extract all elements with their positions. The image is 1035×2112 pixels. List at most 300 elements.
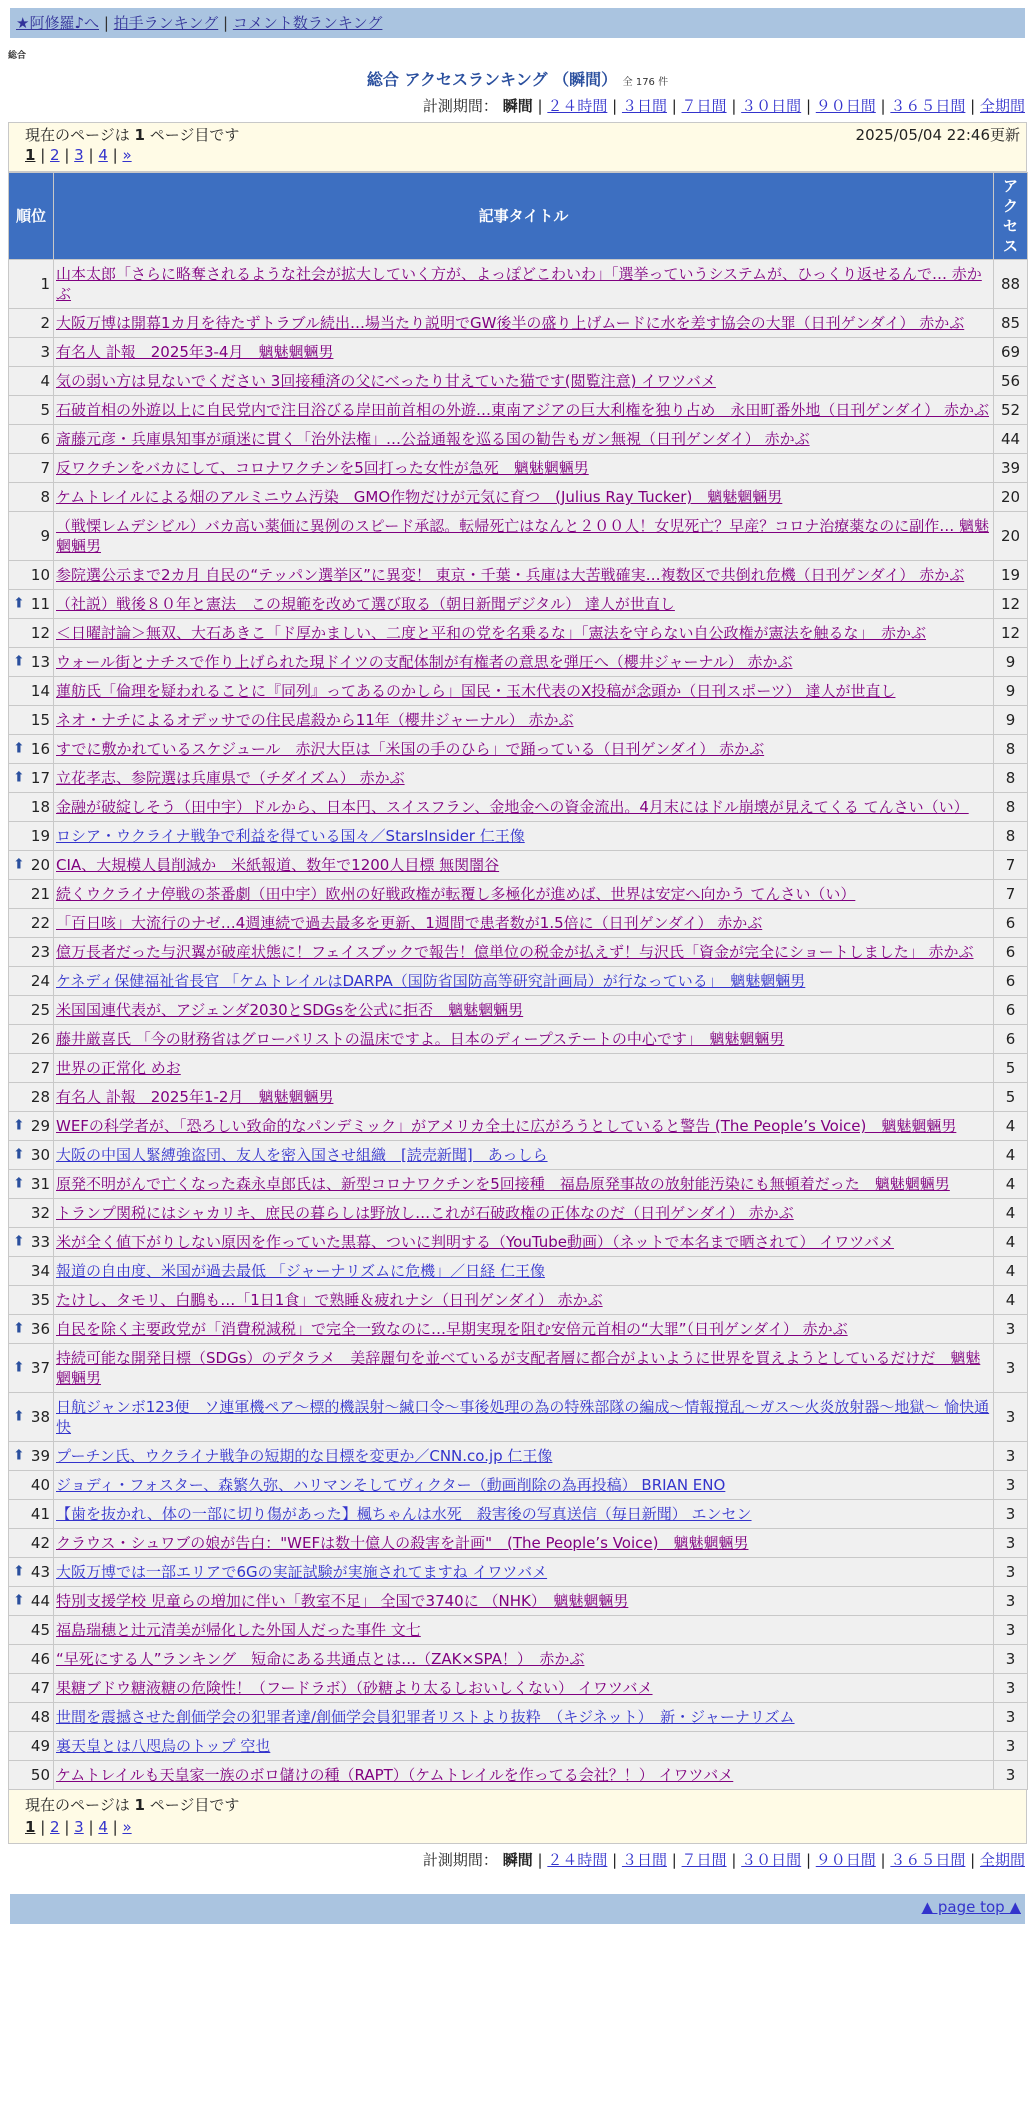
rank-cell — [9, 1286, 54, 1315]
title-cell — [54, 260, 994, 309]
access-count: 3 — [994, 1471, 1028, 1500]
rank-cell — [9, 367, 54, 396]
period-separator: | — [726, 1851, 742, 1869]
rank-cell — [9, 1442, 54, 1471]
table-row — [9, 1558, 1028, 1587]
rank-cell — [9, 1587, 54, 1616]
table-row — [9, 822, 1028, 851]
rank-cell — [9, 396, 54, 425]
table-row — [9, 367, 1028, 396]
ranking-table — [8, 172, 1028, 1790]
rank-up-arrow-icon: ⬆ — [13, 769, 25, 786]
rank-number: 15 — [30, 711, 50, 729]
rank-cell — [9, 1761, 54, 1790]
rank-cell — [9, 793, 54, 822]
table-row — [9, 1587, 1028, 1616]
rank-up-arrow-icon: ⬆ — [13, 1175, 25, 1192]
rank-up-arrow-icon: ⬆ — [13, 1408, 25, 1425]
page-link[interactable]: 2 — [50, 146, 60, 164]
access-count: 3 — [994, 1674, 1028, 1703]
article-link[interactable]: ケムトレイルも天皇家一族のボロ儲けの種（RAPT）（ケムトレイルを作ってる会社？！） イワツバメ — [56, 1766, 734, 1784]
article-link[interactable]: ＜日曜討論＞無双、大石あきこ「ド厚かましい、二度と平和の党を名乗るな」「憲法を守らない自公政権が憲法を触るな」 赤かぶ — [56, 624, 927, 642]
period-link[interactable]: ７日間 — [681, 1851, 727, 1869]
article-link[interactable]: 世界の正常化 めお — [56, 1059, 181, 1077]
article-link[interactable]: 蓮舫氏「倫理を疑われることに『同列』ってあるのかしら」国民・玉木代表のX投稿が念頭か（日刊スポーツ） 達人が世直し — [56, 682, 896, 700]
rank-number: 18 — [30, 798, 50, 816]
access-count: 3 — [994, 1315, 1028, 1344]
rank-cell — [9, 996, 54, 1025]
access-count: 7 — [994, 851, 1028, 880]
article-link[interactable]: 「百日咳」大流行のナゼ…4週連続で過去最多を更新、1週間で患者数が1.5倍に（日刊ゲンダイ） 赤かぶ — [56, 914, 763, 932]
article-link[interactable]: 【歯を抜かれ、体の一部に切り傷があった】楓ちゃんは水死 殺害後の写真送信（毎日新聞） エンセン — [56, 1505, 752, 1523]
table-row — [9, 909, 1028, 938]
article-link[interactable]: 自民を除く主要政党が「消費税減税」で完全一致なのに…早期実現を阻む安倍元首相の“大罪”（日刊ゲンダイ） 赤かぶ — [56, 1320, 848, 1338]
rank-number: 25 — [30, 1001, 50, 1019]
title-cell — [54, 1645, 994, 1674]
rank-number: 4 — [40, 372, 50, 390]
article-link[interactable]: 山本太郎「さらに略奪されるような社会が拡大していく方が、よっぽどこわいわ」「選挙っていうシステムが、ひっくり返せるんで… 赤かぶ — [56, 265, 982, 303]
article-link[interactable]: 有名人 訃報 2025年3-4月 魑魅魍魎男 — [56, 343, 334, 361]
article-link[interactable]: 福島瑞穂と辻元清美が帰化した外国人だった事件 文七 — [56, 1621, 421, 1639]
rank-number: 40 — [30, 1476, 50, 1494]
title-cell — [54, 880, 994, 909]
title-cell — [54, 561, 994, 590]
title-cell — [54, 1442, 994, 1471]
rank-number: 28 — [30, 1088, 50, 1106]
period-separator: | — [666, 1851, 682, 1869]
rank-cell — [9, 1228, 54, 1257]
title-cell — [54, 1083, 994, 1112]
article-link[interactable]: （社説）戦後８０年と憲法 この規範を改めて選び取る（朝日新聞デジタル） 達人が世直し — [56, 595, 675, 613]
page-link[interactable]: 4 — [98, 146, 108, 164]
rank-number: 20 — [30, 856, 50, 874]
rank-cell — [9, 1344, 54, 1393]
article-link[interactable]: 裏天皇とは八咫烏のトップ 空也 — [56, 1737, 271, 1755]
page-links — [25, 145, 1010, 165]
rank-up-arrow-icon: ⬆ — [13, 1447, 25, 1464]
updated-time: 2025/05/04 22:46更新 — [855, 126, 1020, 144]
article-link[interactable]: ケムトレイルによる畑のアルミニウム汚染 GMO作物だけが元気に育つ (Julius Ray Tucker) 魑魅魍魎男 — [56, 488, 783, 506]
rank-number: 45 — [30, 1621, 50, 1639]
rank-cell — [9, 483, 54, 512]
period-separator: | — [537, 97, 548, 115]
page-separator: | — [59, 1818, 75, 1836]
table-row — [9, 1141, 1028, 1170]
rank-number: 9 — [40, 527, 50, 545]
rank-number: 41 — [30, 1505, 50, 1523]
page-current: 1 — [25, 1818, 36, 1836]
article-link[interactable]: 斎藤元彦・兵庫県知事が頑迷に貫く「治外法権」…公益通報を巡る国の勧告もガン無視（日刊ゲンダイ） 赤かぶ — [56, 430, 810, 448]
period-link[interactable]: ３０日間 — [741, 1851, 802, 1869]
current-page-text: 現在のページは 1 ページ目です — [25, 126, 240, 144]
article-link[interactable]: WEFの科学者が、「恐ろしい致命的なパンデミック」がアメリカ全土に広がろうとしていると警告 (The People’s Voice) 魑魅魍魎男 — [56, 1117, 957, 1135]
rank-number: 13 — [30, 653, 50, 671]
category-label: 総合 — [8, 51, 27, 61]
page-separator: | — [83, 146, 99, 164]
access-count: 3 — [994, 1761, 1028, 1790]
access-count: 4 — [994, 1286, 1028, 1315]
table-row — [9, 396, 1028, 425]
clap-ranking-link[interactable]: 拍手ランキング — [113, 14, 219, 32]
page-top-link[interactable]: ▲ page top ▲ — [921, 1898, 1021, 1916]
rank-number: 23 — [30, 943, 50, 961]
article-link[interactable]: ケネディ保健福祉省長官 「ケムトレイルはDARPA（国防省国防高等研究計画局）が行なっている」 魑魅魍魎男 — [56, 972, 806, 990]
period-separator: | — [607, 97, 622, 115]
period-separator: | — [875, 1851, 891, 1869]
table-row — [9, 260, 1028, 309]
title-header: 記事タイトル — [54, 173, 994, 260]
period-link[interactable]: ９０日間 — [815, 97, 876, 115]
title-cell — [54, 1286, 994, 1315]
rank-header: 順位 — [9, 173, 54, 260]
table-row — [9, 619, 1028, 648]
top-nav — [10, 8, 1025, 38]
title-cell — [54, 483, 994, 512]
page-separator: | — [35, 1818, 51, 1836]
title-cell — [54, 1170, 994, 1199]
article-link[interactable]: 続くウクライナ停戦の茶番劇（田中宇）欧州の好戦政権が転覆し多極化が進めば、世界は安定へ向かう てんさい（い） — [56, 885, 856, 903]
home-link[interactable]: ★阿修羅♪へ — [16, 14, 100, 32]
rank-cell — [9, 1674, 54, 1703]
access-count: 9 — [994, 677, 1028, 706]
table-row — [9, 1471, 1028, 1500]
period-current: 瞬間 — [502, 97, 533, 115]
rank-cell — [9, 764, 54, 793]
page-links — [25, 1816, 1010, 1838]
rank-number: 35 — [30, 1291, 50, 1309]
rank-up-arrow-icon: ⬆ — [13, 1117, 25, 1134]
pager-bottom — [8, 1790, 1027, 1844]
access-count: 19 — [994, 561, 1028, 590]
period-link[interactable]: ３０日間 — [741, 97, 802, 115]
article-link[interactable]: 持続可能な開発目標（SDGs）のデタラメ 美辞麗句を並べているが支配者層に都合がよいように世界を買えようとしているだけだ 魑魅魍魎男 — [56, 1349, 981, 1387]
rank-number: 30 — [30, 1146, 50, 1164]
access-count: 3 — [994, 1703, 1028, 1732]
table-row — [9, 1761, 1028, 1790]
title-cell — [54, 648, 994, 677]
article-link[interactable]: （戦慄レムデシビル）バカ高い薬価に異例のスピード承認。転帰死亡はなんと２００人！女児死亡？早産？コロナ治療薬なのに副作… 魑魅魍魎男 — [56, 517, 989, 555]
rank-cell — [9, 1703, 54, 1732]
access-count: 5 — [994, 1083, 1028, 1112]
access-count: 12 — [994, 590, 1028, 619]
article-link[interactable]: ウォール街とナチスで作り上げられた現ドイツの支配体制が有権者の意思を弾圧へ（櫻井ジャーナル） 赤かぶ — [56, 653, 793, 671]
page-separator: | — [83, 1818, 99, 1836]
table-row — [9, 880, 1028, 909]
rank-number: 8 — [40, 488, 50, 506]
title-cell — [54, 967, 994, 996]
title-cell — [54, 619, 994, 648]
article-link[interactable]: 大阪万博は開幕1カ月を待たずトラブル続出…場当たり説明でGW後半の盛り上げムードに水を差す協会の大罪（日刊ゲンダイ） 赤かぶ — [56, 314, 965, 332]
rank-up-arrow-icon: ⬆ — [13, 1233, 25, 1250]
title-cell — [54, 309, 994, 338]
access-count: 39 — [994, 454, 1028, 483]
ranking-title: 総合 アクセスランキング （瞬間） — [366, 70, 618, 89]
title-cell — [54, 938, 994, 967]
table-row — [9, 764, 1028, 793]
page-title — [0, 67, 1035, 90]
article-link[interactable]: たけし、タモリ、白鵬も…「1日1食」で熟睡＆疲れナシ（日刊ゲンダイ） 赤かぶ — [56, 1291, 603, 1309]
article-link[interactable]: プーチン氏、ウクライナ戦争の短期的な目標を変更か／CNN.co.jp 仁王像 — [56, 1447, 553, 1465]
table-row — [9, 648, 1028, 677]
article-link[interactable]: 日航ジャンボ123便 ソ連軍機ペア～標的機誤射～緘口令～事後処理の為の特殊部隊の編成～情報撹乱～ガス～火炎放射器～地獄～ 愉快通快 — [56, 1398, 990, 1436]
article-link[interactable]: “早死にする人”ランキング 短命にある共通点とは…（ZAK×SPA！） 赤かぶ — [56, 1650, 585, 1668]
rank-number: 10 — [30, 566, 50, 584]
title-cell — [54, 338, 994, 367]
article-link[interactable]: トランプ関税にはシャカリキ、庶民の暮らしは野放し…これが石破政権の正体なのだ（日刊ゲンダイ） 赤かぶ — [56, 1204, 794, 1222]
access-count: 85 — [994, 309, 1028, 338]
rank-number: 22 — [30, 914, 50, 932]
period-link[interactable]: ３６５日間 — [890, 97, 966, 115]
title-cell — [54, 396, 994, 425]
title-cell — [54, 1761, 994, 1790]
title-cell — [54, 1529, 994, 1558]
title-cell — [54, 1228, 994, 1257]
access-count: 56 — [994, 367, 1028, 396]
rank-cell — [9, 735, 54, 764]
table-row — [9, 1674, 1028, 1703]
access-count: 6 — [994, 938, 1028, 967]
rank-up-arrow-icon: ⬆ — [13, 856, 25, 873]
access-count: 4 — [994, 1141, 1028, 1170]
article-link[interactable]: CIA、大規模人員削減か 米紙報道、数年で1200人目標 無関闇谷 — [56, 856, 500, 874]
access-count: 4 — [994, 1257, 1028, 1286]
page-link[interactable]: 3 — [74, 1818, 84, 1836]
access-count: 88 — [994, 260, 1028, 309]
table-row — [9, 425, 1028, 454]
table-row — [9, 1645, 1028, 1674]
title-cell — [54, 851, 994, 880]
article-link[interactable]: 参院選公示まで2カ月 自民の“テッパン選挙区”に異変！ 東京・千葉・兵庫は大苦戦確実…複数区で共倒れ危機（日刊ゲンダイ） 赤かぶ — [56, 566, 965, 584]
title-cell — [54, 1344, 994, 1393]
page-current: 1 — [25, 146, 36, 164]
article-link[interactable]: 金融が破綻しそう（田中宇）ドルから、日本円、スイスフラン、金地金への資金流出。4月末にはドル崩壊が見えてくる てんさい（い） — [56, 798, 969, 816]
current-page-text: 現在のページは 1 ページ目です — [25, 1796, 240, 1814]
table-row — [9, 1344, 1028, 1393]
table-row — [9, 1170, 1028, 1199]
rank-number: 3 — [40, 343, 50, 361]
access-count: 52 — [994, 396, 1028, 425]
period-links — [538, 97, 1026, 115]
period-separator: | — [965, 1851, 980, 1869]
rank-cell — [9, 1529, 54, 1558]
next-page-link[interactable]: » — [122, 1818, 132, 1836]
access-count: 3 — [994, 1616, 1028, 1645]
article-link[interactable]: すでに敷かれているスケジュール 赤沢大臣は「米国の手のひら」で踊っている（日刊ゲンダイ） 赤かぶ — [56, 740, 765, 758]
article-link[interactable]: ジョディ・フォスター、森繁久弥、ハリマンそしてヴィクター（動画削除の為再投稿） BRIAN ENO — [56, 1476, 726, 1494]
rank-number: 46 — [30, 1650, 50, 1668]
table-row — [9, 851, 1028, 880]
article-link[interactable]: 反ワクチンをバカにして、コロナワクチンを5回打った女性が急死 魑魅魍魎男 — [56, 459, 589, 477]
article-link[interactable]: 世間を震撼させた創価学会の犯罪者達/創価学会員犯罪者リストより抜粋 （キジネット） 新・ジャーナリズム — [56, 1708, 795, 1726]
article-link[interactable]: 大阪の中国人緊縛強盗団、友人を密入国させ組織 [読売新聞] あっしら — [56, 1146, 548, 1164]
period-links — [538, 1851, 1026, 1869]
rank-cell — [9, 1141, 54, 1170]
rank-number: 7 — [40, 459, 50, 477]
access-count: 3 — [994, 1344, 1028, 1393]
access-count: 3 — [994, 1500, 1028, 1529]
access-count: 6 — [994, 967, 1028, 996]
period-selector-bottom — [0, 1850, 1035, 1870]
article-link[interactable]: 米が全く値下がりしない原因を作っていた黒幕、ついに判明する（YouTube動画）（ネットで本名まで晒されて） イワツバメ — [56, 1233, 894, 1251]
article-link[interactable]: クラウス・シュワブの娘が告白："WEFは数十億人の殺害を計画" (The People’s Voice) 魑魅魍魎男 — [56, 1534, 749, 1552]
period-separator: | — [666, 97, 682, 115]
article-link[interactable]: 原発不明がんで亡くなった森永卓郎氏は、新型コロナワクチンを5回接種 福島原発事故の放射能汚染にも無頓着だった 魑魅魍魎男 — [56, 1175, 950, 1193]
article-link[interactable]: ネオ・ナチによるオデッサでの住民虐殺から11年（櫻井ジャーナル） 赤かぶ — [56, 711, 574, 729]
title-cell — [54, 367, 994, 396]
page-separator: | — [107, 146, 123, 164]
article-link[interactable]: 米国国連代表が、アジェンダ2030とSDGsを公式に拒否 魑魅魍魎男 — [56, 1001, 524, 1019]
article-link[interactable]: 特別支援学校 児童らの増加に伴い「教室不足」 全国で3740に （NHK） 魑魅魍魎男 — [56, 1592, 629, 1610]
rank-cell — [9, 677, 54, 706]
access-count: 3 — [994, 1645, 1028, 1674]
table-row — [9, 1500, 1028, 1529]
access-count: 6 — [994, 909, 1028, 938]
access-count: 20 — [994, 512, 1028, 561]
period-link[interactable]: 全期間 — [979, 1851, 1025, 1869]
title-cell — [54, 1558, 994, 1587]
rank-cell — [9, 706, 54, 735]
rank-cell — [9, 1112, 54, 1141]
title-cell — [54, 735, 994, 764]
rank-cell — [9, 1558, 54, 1587]
article-link[interactable]: 藤井厳喜氏 「今の財務省はグローバリストの温床ですよ。日本のディープステートの中心です」 魑魅魍魎男 — [56, 1030, 785, 1048]
title-cell — [54, 1141, 994, 1170]
title-cell — [54, 1471, 994, 1500]
pager-top — [8, 122, 1027, 172]
article-link[interactable]: 気の弱い方は見ないでください 3回接種済の父にべったり甘えていた猫です(閲覧注意) イワツバメ — [56, 372, 716, 390]
rank-cell — [9, 1393, 54, 1442]
title-cell — [54, 425, 994, 454]
period-link[interactable]: ９０日間 — [815, 1851, 876, 1869]
title-cell — [54, 1054, 994, 1083]
next-page-link[interactable]: » — [122, 146, 132, 164]
access-count: 8 — [994, 735, 1028, 764]
rank-number: 26 — [30, 1030, 50, 1048]
rank-cell — [9, 561, 54, 590]
rank-number: 50 — [30, 1766, 50, 1784]
period-link[interactable]: ２４時間 — [547, 1851, 608, 1869]
period-link[interactable]: ３日間 — [621, 1851, 667, 1869]
access-count: 3 — [994, 1587, 1028, 1616]
article-link[interactable]: 有名人 訃報 2025年1-2月 魑魅魍魎男 — [56, 1088, 334, 1106]
access-count: 8 — [994, 764, 1028, 793]
title-cell — [54, 706, 994, 735]
article-link[interactable]: 大阪万博では一部エリアで6Gの実証試験が実施されてますね イワツバメ — [56, 1563, 548, 1581]
title-cell — [54, 512, 994, 561]
article-link[interactable]: 果糖ブドウ糖液糖の危険性！（フードラボ）（砂糖より太るしおいしくない） イワツバメ — [56, 1679, 653, 1697]
period-link[interactable]: 全期間 — [979, 97, 1025, 115]
access-count: 3 — [994, 1732, 1028, 1761]
access-count: 69 — [994, 338, 1028, 367]
table-row — [9, 1228, 1028, 1257]
rank-up-arrow-icon: ⬆ — [13, 1563, 25, 1580]
title-cell — [54, 1674, 994, 1703]
page-link[interactable]: 2 — [50, 1818, 60, 1836]
table-row — [9, 1286, 1028, 1315]
period-link[interactable]: ２４時間 — [547, 97, 608, 115]
period-link[interactable]: ７日間 — [681, 97, 727, 115]
period-separator: | — [965, 97, 980, 115]
page-separator: | — [59, 146, 75, 164]
rank-cell — [9, 909, 54, 938]
rank-number: 29 — [30, 1117, 50, 1135]
table-row — [9, 1083, 1028, 1112]
table-row — [9, 1616, 1028, 1645]
period-separator: | — [607, 1851, 622, 1869]
rank-cell — [9, 590, 54, 619]
article-link[interactable]: 報道の自由度、米国が過去最低 「ジャーナリズムに危機」／日経 仁王像 — [56, 1262, 545, 1280]
article-link[interactable]: 億万長者だった与沢翼が破産状態に！フェイスブックで報告！億単位の税金が払えず！与沢氏「資金が完全にショートしました」 赤かぶ — [56, 943, 974, 961]
total-count: 全 176 件 — [622, 77, 669, 88]
access-count: 4 — [994, 1228, 1028, 1257]
rank-number: 42 — [30, 1534, 50, 1552]
rank-number: 1 — [40, 275, 50, 293]
period-link[interactable]: ３６５日間 — [890, 1851, 966, 1869]
access-count: 9 — [994, 706, 1028, 735]
table-row — [9, 561, 1028, 590]
rank-cell — [9, 851, 54, 880]
comment-ranking-link[interactable]: コメント数ランキング — [232, 14, 383, 32]
article-link[interactable]: 石破首相の外遊以上に自民党内で注目浴びる岸田前首相の外遊…東南アジアの巨大利権を独り占め 永田町番外地（日刊ゲンダイ） 赤かぶ — [56, 401, 989, 419]
article-link[interactable]: 立花孝志、参院選は兵庫県で（チダイズム） 赤かぶ — [56, 769, 405, 787]
table-row — [9, 1199, 1028, 1228]
title-cell — [54, 677, 994, 706]
rank-cell — [9, 822, 54, 851]
access-count: 7 — [994, 880, 1028, 909]
page-link[interactable]: 4 — [98, 1818, 108, 1836]
access-count: 4 — [994, 1112, 1028, 1141]
rank-cell — [9, 309, 54, 338]
rank-cell — [9, 1732, 54, 1761]
title-cell — [54, 1315, 994, 1344]
article-link[interactable]: ロシア・ウクライナ戦争で利益を得ている国々／StarsInsider 仁王像 — [56, 827, 525, 845]
page-link[interactable]: 3 — [74, 146, 84, 164]
rank-cell — [9, 619, 54, 648]
rank-cell — [9, 425, 54, 454]
rank-up-arrow-icon: ⬆ — [13, 1320, 25, 1337]
table-row — [9, 706, 1028, 735]
period-label: 計測期間： — [422, 1851, 498, 1869]
rank-number: 31 — [30, 1175, 50, 1193]
rank-cell — [9, 967, 54, 996]
title-cell — [54, 1112, 994, 1141]
rank-number: 12 — [30, 624, 50, 642]
period-separator: | — [726, 97, 742, 115]
period-link[interactable]: ３日間 — [621, 97, 667, 115]
access-count: 9 — [994, 648, 1028, 677]
title-cell — [54, 1500, 994, 1529]
rank-up-arrow-icon: ⬆ — [13, 653, 25, 670]
title-cell — [54, 1703, 994, 1732]
table-row — [9, 1393, 1028, 1442]
title-cell — [54, 996, 994, 1025]
title-cell — [54, 1732, 994, 1761]
rank-number: 21 — [30, 885, 50, 903]
rank-number: 24 — [30, 972, 50, 990]
table-row — [9, 938, 1028, 967]
table-row — [9, 338, 1028, 367]
period-separator: | — [537, 1851, 548, 1869]
rank-cell — [9, 648, 54, 677]
access-count: 6 — [994, 996, 1028, 1025]
rank-number: 19 — [30, 827, 50, 845]
rank-number: 32 — [30, 1204, 50, 1222]
rank-up-arrow-icon: ⬆ — [13, 1592, 25, 1609]
title-cell — [54, 1587, 994, 1616]
access-count: 8 — [994, 822, 1028, 851]
nav-separator: | — [223, 14, 229, 32]
title-cell — [54, 764, 994, 793]
